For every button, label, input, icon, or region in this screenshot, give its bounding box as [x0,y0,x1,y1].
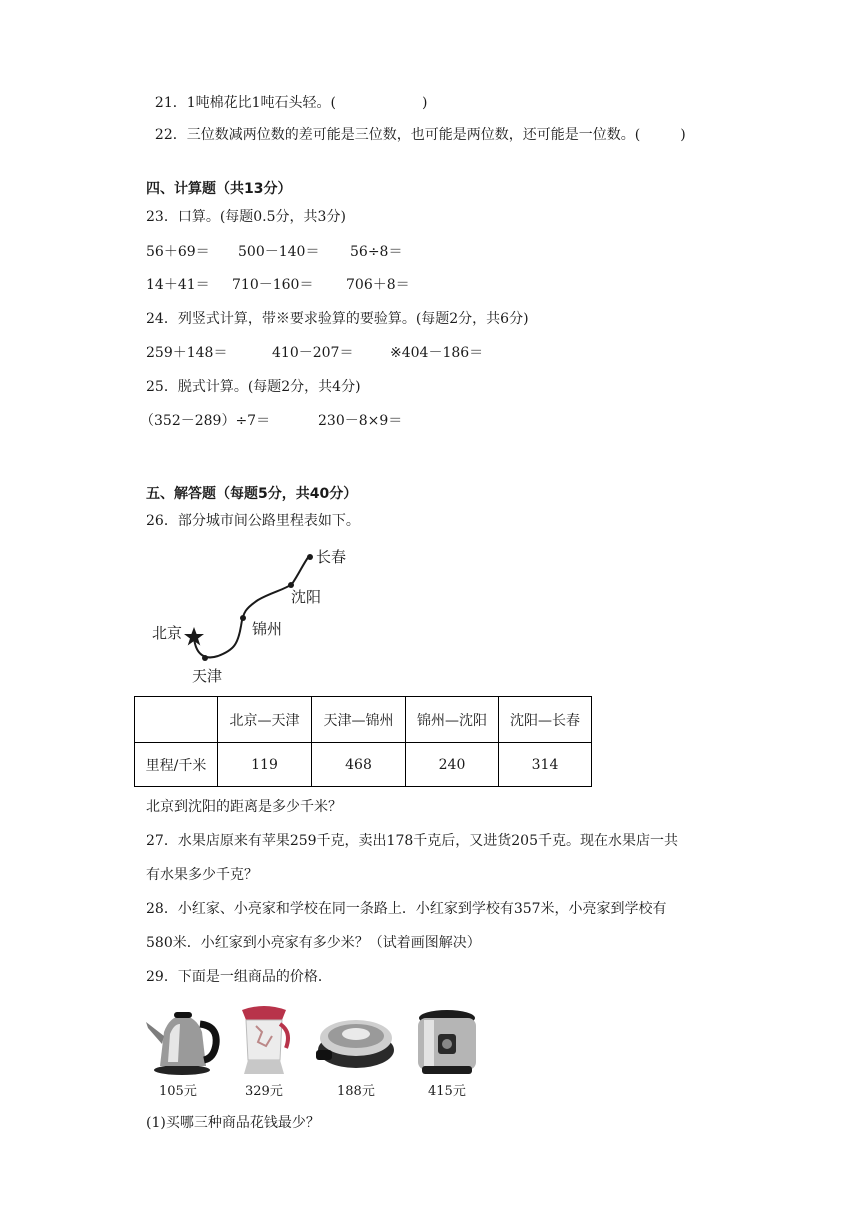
table-row [135,743,592,787]
map-label-shenyang: 沈阳 [291,588,322,606]
table-header-cell: 沈阳—长春 [499,697,592,743]
question-27-line-2: 有水果多少千克？ [146,867,258,883]
price-label: 105元 [159,1084,197,1099]
map-label-beijing: 北京 [152,624,183,642]
oral-calc-item: 706＋8＝ [346,277,410,293]
map-label-tianjin: 天津 [192,667,223,685]
pressure-cooker-image [412,1008,482,1076]
question-26-prompt: 北京到沈阳的距离是多少千米？ [146,799,342,815]
table-row-label: 里程/千米 [135,743,218,787]
question-27-line-1: 27．水果店原来有苹果259千克，卖出178千克后，又进货205千克。现在水果店一共 [146,833,678,849]
beijing-star-icon [184,627,204,646]
table-header-cell: 北京—天津 [218,697,312,743]
table-header-row [135,697,592,743]
table-header-cell: 天津—锦州 [312,697,406,743]
tianjin-dot-icon [202,655,208,661]
question-26: 26．部分城市间公路里程表如下。 [146,513,360,529]
jinzhou-dot-icon [240,615,246,621]
price-label: 188元 [337,1084,375,1099]
oral-calc-item: 14＋41＝ [146,277,210,293]
changchun-dot-icon [307,554,313,560]
electric-griddle-image [312,1010,398,1074]
question-25: 25．脱式计算。(每题2分，共4分) [146,379,361,395]
electric-kettle-image [140,1002,222,1076]
price-label: 329元 [245,1084,283,1099]
oral-calc-item: 56÷8＝ [350,244,403,260]
question-28-line-2: 580米．小红家到小亮家有多少米？（试着画图解决） [146,935,481,951]
question-28-line-1: 28．小红家、小亮家和学校在同一条路上．小红家到学校有357米，小亮家到学校有 [146,901,667,917]
oral-calc-item: 56＋69＝ [146,244,210,260]
table-cell: 314 [499,743,592,787]
map-label-jinzhou: 锦州 [252,620,283,638]
question-24: 24．列竖式计算，带※要求验算的要验算。(每题2分，共6分) [146,311,529,327]
highway-route-line [194,556,309,657]
oral-calc-item: 710－160＝ [232,277,314,293]
oral-calc-item: 500－140＝ [238,244,320,260]
section-heading-word-problems: 五、解答题（每题5分，共40分） [146,486,358,502]
price-label: 415元 [428,1084,466,1099]
table-header-cell [135,697,218,743]
vertical-calc-item: 259＋148＝ [146,345,228,361]
question-21: 21．1吨棉花比1吨石头轻。( ) [154,95,428,111]
question-29: 29．下面是一组商品的价格． [146,969,332,985]
juicer-blender-image [236,1002,294,1076]
vertical-calc-item: 410－207＝ [272,345,354,361]
step-calc-item: （352－289）÷7＝ [140,413,271,429]
question-23: 23．口算。(每题0.5分，共3分) [146,209,346,225]
table-header-cell: 锦州—沈阳 [406,697,499,743]
vertical-calc-item: ※404－186＝ [390,345,484,361]
question-22: 22．三位数减两位数的差可能是三位数，也可能是两位数，还可能是一位数。( ) [154,127,686,143]
table-cell: 119 [218,743,312,787]
mileage-table [134,696,592,787]
table-cell: 240 [406,743,499,787]
step-calc-item: 230－8×9＝ [318,413,403,429]
map-label-changchun: 长春 [316,548,347,566]
section-heading-calculation: 四、计算题（共13分） [146,181,292,197]
table-cell: 468 [312,743,406,787]
question-29-sub-1: (1)买哪三种商品花钱最少？ [146,1115,320,1131]
